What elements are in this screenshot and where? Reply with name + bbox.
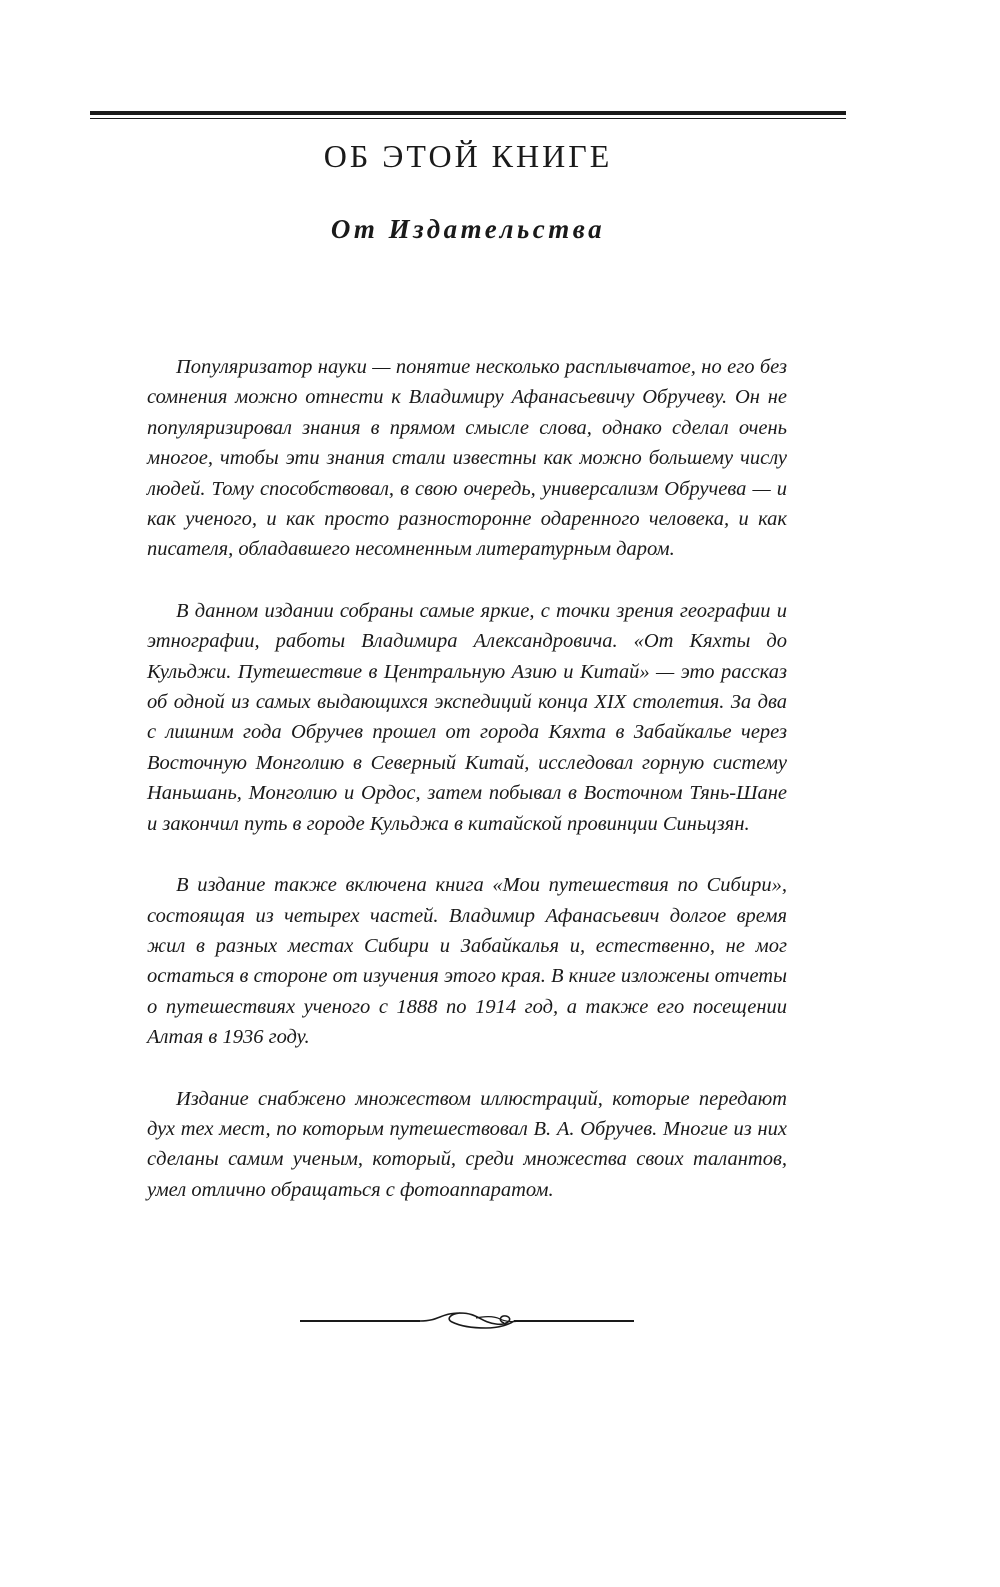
chapter-heading: ОБ ЭТОЙ КНИГЕ [323,138,613,174]
paragraph-2: В данном издании собраны самые яркие, с точки зрения географии и этнографии, работы Владимира Александровича. «От Кяхты до Кульджи. Путешествие в Центральную Азию и Китай» — это рассказ об одной из самых выдающихся экспедиций конца XIX столетия. За два с лишним года Обручев прошел от города Кяхта в Забайкалье через Восточную Монголию в Северный Китай, исследовал горную систему Наньшань, Монголию и Ордос, затем побывал в Восточном Тянь-Шане и закончил путь в городе Кульджа в китайской провинции Синьцзян. [147,599,787,835]
paragraph-3: В издание также включена книга «Мои путешествия по Сибири», состоящая из четырех частей. Владимир Афанасьевич долгое время жил в разных местах Сибири и Забайкалья и, естественно, не мог остаться в стороне от изучения этого края. В книге изложены отчеты о путешествиях ученого с 1888 по 1914 год, а также его посещении Алтая в 1936 году. [147,874,787,1049]
paragraph-1: Популяризатор науки — понятие несколько расплывчатое, но его без сомнения можно отнести к Владимиру Афанасьевичу Обручеву. Он не популяризировал знания в прямом смысле слова, однако сделал очень многое, чтобы эти знания стали известны как можно большему числу людей. Тому способствовал, в свою очередь, универсализм Обручева — и как ученого, и как просто разносторонне одаренного человека, и как писателя, обладавшего несомненным литературным даром. [147,356,787,561]
top-rule-thin-line [90,118,846,119]
ornament-divider-icon [300,1304,634,1338]
top-rule-thick-line [90,111,846,115]
ornament-swirl [420,1313,514,1328]
top-double-rule [90,111,846,121]
chapter-subheading: От Издательства [330,214,606,244]
paragraph-4: Издание снабжено множеством иллюстраций, которые передают дух тех мест, по которым путешествовал В. А. Обручев. Многие из них сделаны самим ученым, который, среди множества своих талантов, умел отлично обращаться с фотоаппаратом. [147,1087,787,1201]
body-text [147,352,787,1236]
